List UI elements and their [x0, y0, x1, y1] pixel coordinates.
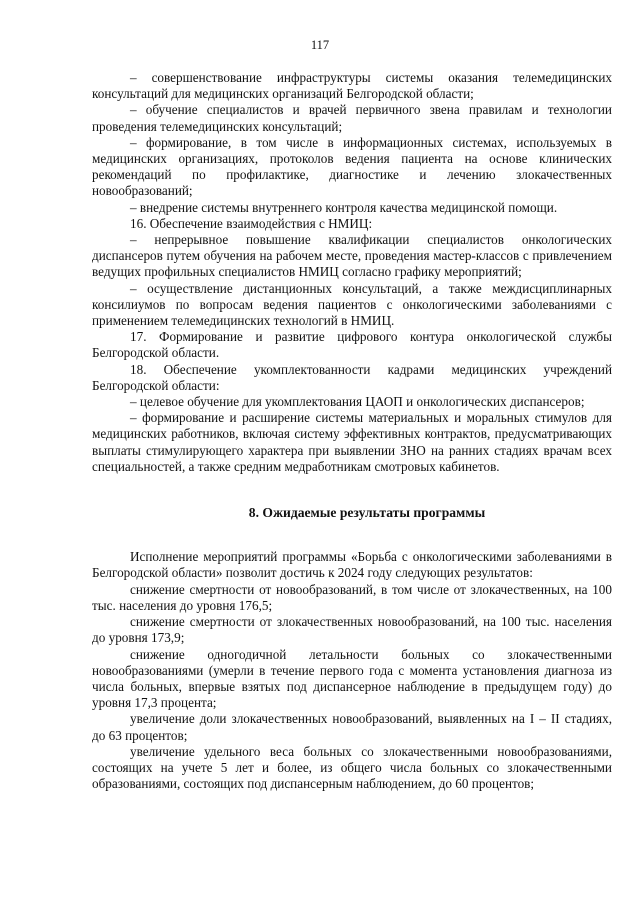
paragraph: Исполнение мероприятий программы «Борьба с онкологическими заболеваниями в Белгородской области» позволит достичь к 2024 году следующих результатов: — [92, 549, 612, 581]
list-item: – осуществление дистанционных консультаций, а также междисциплинарных консилиумов по вопросам ведения пациентов с онкологическими заболеваниями с применением телемедицинских технологий в НМИЦ. — [92, 280, 612, 329]
document-body — [92, 70, 612, 792]
page-number: 117 — [310, 38, 330, 52]
list-item: – целевое обучение для укомплектования ЦАОП и онкологических диспансеров; — [130, 394, 585, 410]
paragraph: снижение смертности от злокачественных новообразований, на 100 тыс. населения до уровня 173,9; — [92, 614, 612, 646]
list-item: – обучение специалистов и врачей первичного звена правилам и технологии проведения телемедицинских консультаций; — [92, 102, 612, 134]
numbered-item: 18. Обеспечение укомплектованности кадрами медицинских учреждений Белгородской области: — [92, 361, 612, 393]
list-item: – формирование и расширение системы материальных и моральных стимулов для медицинских работников, включая систему эффективных контрактов, предусматривающих выплаты стимулирующего характера при выявлении ЗНО на ранних стадиях врачам всех специальностей, а также средним медработникам смотровых кабинетов. — [92, 410, 612, 474]
paragraph: снижение смертности от новообразований, в том числе от злокачественных, на 100 тыс. населения до уровня 176,5; — [92, 581, 612, 613]
list-item: – внедрение системы внутреннего контроля качества медицинской помощи. — [130, 199, 558, 215]
numbered-item: 16. Обеспечение взаимодействия с НМИЦ: — [130, 215, 373, 231]
list-item: – совершенствование инфраструктуры системы оказания телемедицинских консультаций для медицинских организаций Белгородской области; — [92, 70, 612, 102]
list-item: – непрерывное повышение квалификации специалистов онкологических диспансеров путем обучения на рабочем месте, проведения мастер-классов с привлечением ведущих профильных специалистов НМИЦ согласно графику мероприятий; — [92, 232, 612, 280]
numbered-item: 17. Формирование и развитие цифрового контура онкологической службы Белгородской области. — [92, 329, 612, 361]
section-heading: 8. Ожидаемые результаты программы — [248, 505, 486, 521]
list-item: – формирование, в том числе в информационных системах, используемых в медицинских организациях, протоколов ведения пациента на основе клинических рекомендаций по профилактике, диагностике и лечению злокачественных новообразований; — [92, 134, 612, 199]
paragraph: снижение одногодичной летальности больных со злокачественными новообразованиями (умерли в течение первого года с момента установления диагноза из числа больных, впервые взятых под диспансерное наблюдение в предыдущем году) до уровня 17,3 процента; — [92, 646, 612, 711]
paragraph: увеличение доли злокачественных новообразований, выявленных на I – II стадиях, до 63 процентов; — [92, 711, 612, 743]
paragraph: увеличение удельного веса больных со злокачественными новообразованиями, состоящих на учете 5 лет и более, из общего числа больных со злокачественными образованиями, состоящих под диспансерным наблюдением, до 60 процентов; — [92, 743, 612, 792]
